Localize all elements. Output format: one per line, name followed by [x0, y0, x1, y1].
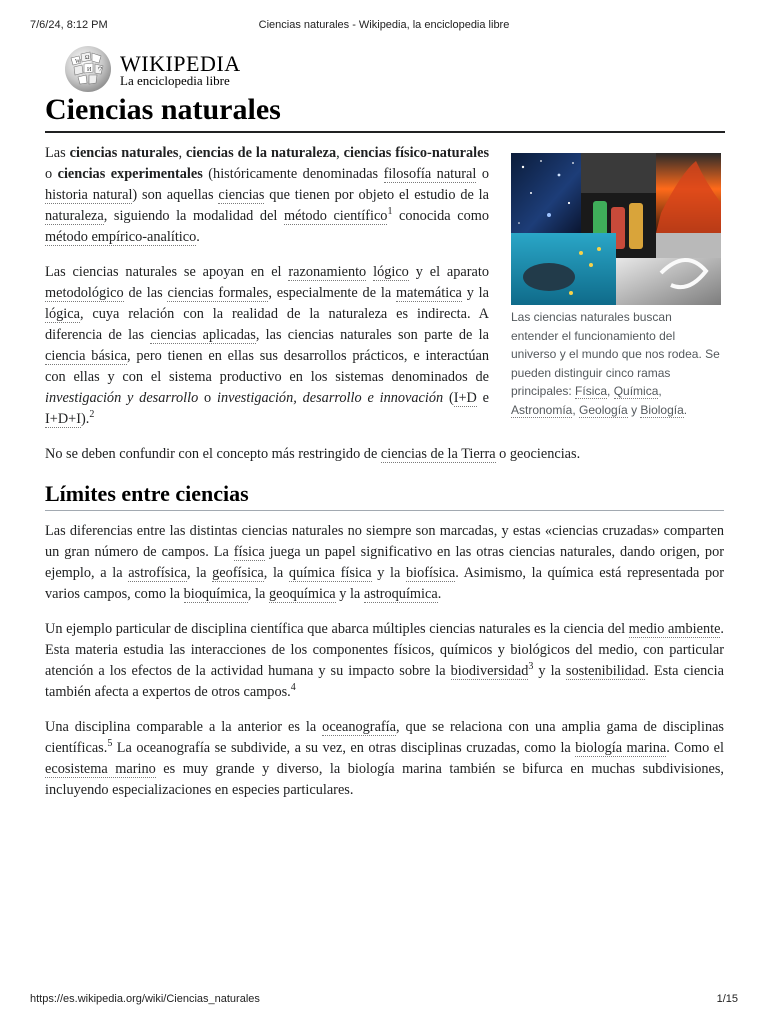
text: Una disciplina comparable a la anterior es la: [45, 719, 323, 735]
text: y la: [335, 586, 364, 602]
svg-text:W: W: [75, 59, 81, 65]
text: Las: [45, 145, 70, 161]
text: . Esta ciencia también afecta a expertos de otros campos.: [45, 663, 724, 700]
caption-link-biologia[interactable]: Biología: [640, 402, 684, 417]
caption-text: y: [627, 402, 641, 417]
link-metodo-empirico-analitico[interactable]: método empírico-analítico: [45, 229, 197, 245]
link-filosofia-natural[interactable]: filosofía natural: [383, 166, 477, 182]
text: o: [45, 166, 58, 182]
text: o: [198, 390, 217, 406]
text: que tienen por objeto el estudio de la: [264, 187, 490, 203]
bold-term: ciencias físico-naturales: [343, 145, 490, 161]
text: , especialmente de la: [268, 285, 396, 301]
link-bioquimica[interactable]: bioquímica: [183, 586, 248, 602]
link-razonamiento[interactable]: razonamiento: [288, 264, 367, 280]
wikipedia-globe-icon[interactable]: [62, 44, 114, 94]
link-matematica[interactable]: matemática: [396, 285, 462, 301]
text: ,: [178, 145, 186, 161]
text: y la: [461, 285, 489, 301]
caption-text: ,: [607, 384, 614, 398]
wikipedia-wordmark[interactable]: WIKIPEDIA: [120, 51, 241, 76]
bold-term: ciencias naturales: [69, 145, 179, 161]
link-ciencias[interactable]: ciencias: [218, 187, 265, 203]
text: .: [437, 586, 442, 602]
text: de las: [123, 285, 168, 301]
link-sostenibilidad[interactable]: sostenibilidad: [565, 663, 646, 679]
link-quimica-fisica[interactable]: química física: [288, 565, 372, 581]
intro-paragraph-1: [45, 143, 489, 248]
link-i-d[interactable]: I+D: [453, 390, 477, 406]
bold-term: ciencias experimentales: [57, 166, 203, 182]
link-geoquimica[interactable]: geoquímica: [268, 586, 336, 602]
text: e: [476, 390, 490, 406]
text: juega un papel significativo en las otras ciencias naturales, dando origen, por ejemplo, a la: [45, 544, 724, 581]
reference-2[interactable]: 2: [89, 409, 95, 421]
section-paragraph-1: [45, 521, 724, 605]
text: es muy grande y diverso, la biología marina también se bifurca en muchas subdivisiones, incluyendo especializaciones en especies particulares.: [45, 761, 724, 798]
link-ciencias-formales[interactable]: ciencias formales: [167, 285, 269, 301]
print-url: https://es.wikipedia.org/wiki/Ciencias_naturales: [30, 993, 260, 1005]
caption-text: ,: [572, 402, 580, 417]
caption-link-geologia[interactable]: Geología: [579, 402, 628, 417]
link-ecosistema-marino[interactable]: ecosistema marino: [45, 761, 156, 777]
link-biologia-marina[interactable]: biología marina: [575, 740, 667, 756]
reference-3[interactable]: 3: [528, 661, 534, 673]
italic-term: investigación, desarrollo e innovación: [217, 390, 444, 406]
text: , las ciencias naturales son parte de la: [255, 327, 489, 343]
text: . Esta materia estudia las interacciones de los componentes físicos, químicos y biológicos del medio, con particular atención a los efectos de la actividad humana y su impacto sobre la: [45, 621, 724, 679]
link-astroquimica[interactable]: astroquímica: [363, 586, 438, 602]
print-page-number: 1/15: [716, 993, 738, 1005]
caption-text: Las ciencias naturales buscan entender el funcionamiento del universo y el mundo que nos rodea. Se pueden distinguir cinco ramas principales:: [511, 310, 720, 398]
text: (: [443, 390, 454, 406]
text: . Asimismo, la química está representada por varios campos, como la: [45, 565, 725, 602]
link-i-d-i[interactable]: I+D+I: [45, 411, 81, 427]
print-page-title: Ciencias naturales - Wikipedia, la enciclopedia libre: [258, 19, 510, 31]
section-paragraph-2: [45, 619, 724, 703]
text: . Como el: [666, 740, 725, 756]
article-body: [45, 143, 724, 815]
section-paragraph-3: [45, 717, 724, 801]
link-biodiversidad[interactable]: biodiversidad: [450, 663, 529, 679]
caption-link-fisica[interactable]: Física: [575, 384, 608, 398]
link-medio-ambiente[interactable]: medio ambiente: [628, 621, 721, 637]
wikipedia-tagline: La enciclopedia libre: [120, 73, 230, 88]
link-historia-natural[interactable]: historia natural: [45, 187, 133, 203]
text: conocida como: [392, 208, 489, 224]
caption-link-astronomia[interactable]: Astronomía: [511, 402, 573, 417]
text: , la: [186, 565, 213, 581]
link-metodo-cientifico[interactable]: método científico: [283, 208, 388, 224]
link-biofisica[interactable]: biofísica: [405, 565, 456, 581]
text: , cuya relación con la realidad de la naturaleza es indirecta. A diferencia de las: [45, 306, 489, 343]
text: La oceanografía se subdivide, a su vez, en otras disciplinas cruzadas, como la: [112, 740, 576, 756]
link-logica[interactable]: lógica: [45, 306, 80, 322]
text: ).: [80, 411, 90, 427]
bold-term: ciencias de la naturaleza: [186, 145, 337, 161]
link-fisica[interactable]: física: [233, 544, 265, 560]
text: Las diferencias entre las distintas ciencias naturales no siempre son marcadas, y estas «ciencias cruzadas» comparten un gran número de campos. La: [45, 523, 724, 560]
text: o geociencias.: [495, 446, 581, 462]
italic-term: investigación y desarrollo: [45, 390, 199, 406]
page-title: Ciencias naturales: [45, 93, 725, 133]
text: ,: [336, 145, 344, 161]
svg-text:И: И: [87, 67, 92, 73]
svg-text:ウ: ウ: [97, 67, 104, 73]
text: , pero tienen en ellas sus desarrollos prácticos, e interactúan con ellas y con el sistema productivo en los sistemas denominados de: [45, 348, 489, 385]
text: , siguiendo la modalidad del: [103, 208, 284, 224]
text: , la: [263, 565, 289, 581]
link-ciencia-basica[interactable]: ciencia básica: [45, 348, 128, 364]
intro-paragraph-2: [45, 262, 489, 430]
text: Un ejemplo particular de disciplina científica que abarca múltiples ciencias naturales es la ciencia del: [45, 621, 629, 637]
reference-1[interactable]: 1: [387, 206, 393, 218]
link-oceanografia[interactable]: oceanografía: [322, 719, 396, 735]
text: (históricamente denominadas: [202, 166, 384, 182]
link-naturaleza[interactable]: naturaleza: [45, 208, 104, 224]
link-geofisica[interactable]: geofísica: [212, 565, 264, 581]
text: y el aparato: [408, 264, 489, 280]
text: o: [476, 166, 489, 182]
section-heading: Límites entre ciencias: [45, 481, 724, 511]
caption-text: .: [683, 402, 688, 417]
text: y la: [371, 565, 406, 581]
svg-text:Ω: Ω: [85, 55, 90, 61]
link-astrofisica[interactable]: astrofísica: [128, 565, 187, 581]
link-ciencias-de-la-tierra[interactable]: ciencias de la Tierra: [380, 446, 496, 462]
print-datetime: 7/6/24, 8:12 PM: [30, 19, 108, 31]
reference-5[interactable]: 5: [107, 738, 113, 750]
reference-4[interactable]: 4: [290, 682, 296, 694]
text: .: [196, 229, 200, 245]
text: , la: [247, 586, 269, 602]
caption-text: ,: [658, 384, 662, 398]
text: Las ciencias naturales se apoyan en el: [45, 264, 289, 280]
caption-link-quimica[interactable]: Química: [613, 384, 659, 398]
link-ciencias-aplicadas[interactable]: ciencias aplicadas: [150, 327, 256, 343]
text: No se deben confundir con el concepto más restringido de: [45, 446, 381, 462]
text: , que se relaciona con una amplia gama de disciplinas científicas.: [45, 719, 724, 756]
link-metodologico[interactable]: metodológico: [45, 285, 124, 301]
text: y la: [533, 663, 566, 679]
intro-paragraph-3: [45, 444, 724, 465]
text: ) son aquellas: [132, 187, 219, 203]
link-logico[interactable]: lógico: [373, 264, 409, 280]
